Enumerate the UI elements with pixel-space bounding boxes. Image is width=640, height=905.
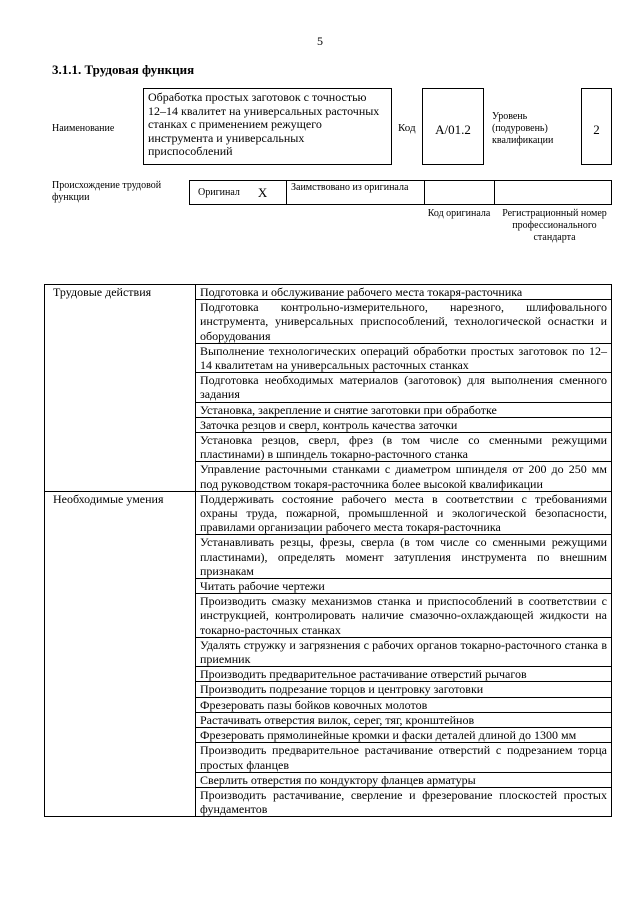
item-cell: Установка, закрепление и снятие заготовки при обработке (196, 402, 612, 417)
item-cell: Читать рабочие чертежи (196, 579, 612, 594)
item-cell: Устанавливать резцы, фрезы, сверла (в том числе со сменными режущими пластинами), определять момент затупления инструмента по внешним признакам (196, 535, 612, 579)
original-code-caption: Код оригинала (427, 208, 491, 219)
item-cell: Подготовка контрольно-измерительного, нарезного, шлифовального инструмента, универсальных приспособлений, технологической оснастки и оборудования (196, 300, 612, 344)
level-value: 2 (581, 88, 612, 165)
section-title: 3.1.1. Трудовая функция (52, 62, 195, 77)
category-cell: Трудовые действия (45, 285, 196, 492)
item-cell: Производить предварительное растачивание отверстий с подрезанием торца простых фланцев (196, 743, 612, 772)
page-number: 5 (317, 34, 323, 48)
function-details-table (44, 284, 612, 817)
table-row (45, 491, 612, 535)
item-cell: Фрезеровать прямолинейные кромки и фаски деталей длиной до 1300 мм (196, 728, 612, 743)
item-cell: Производить смазку механизмов станка и приспособлений в соответствии с инструкцией, контролировать наличие смазочно-охлаждающей жидкости на токарно-расточных станках (196, 594, 612, 638)
item-cell: Производить предварительное растачивание отверстий рычагов (196, 667, 612, 682)
registration-number-cell (495, 180, 612, 205)
item-cell: Выполнение технологических операций обработки простых заготовок по 12–14 квалитетам на универсальных расточных станках (196, 343, 612, 372)
registration-caption: Регистрационный номер профессионального стандарта (502, 208, 607, 243)
original-label: Оригинал (198, 187, 240, 198)
item-cell: Заточка резцов и сверл, контроль качества заточки (196, 417, 612, 432)
code-value: А/01.2 (422, 88, 484, 165)
item-cell: Подготовка необходимых материалов (заготовок) для выполнения сменного задания (196, 373, 612, 402)
table-row (45, 285, 612, 300)
original-code-cell (425, 180, 495, 205)
name-label: Наименование (52, 123, 115, 134)
original-cell (189, 180, 287, 205)
item-cell: Сверлить отверстия по кондуктору фланцев арматуры (196, 772, 612, 787)
borrowed-cell: Заимствовано из оригинала (287, 180, 425, 205)
item-cell: Удалять стружку и загрязнения с рабочих органов токарно-расточного станка в приемник (196, 637, 612, 666)
function-name-box: Обработка простых заготовок с точностью 12–14 квалитет на универсальных расточных станках с применением режущего инструмента и универсальных приспособлений (143, 88, 392, 165)
origin-row (189, 180, 612, 205)
item-cell: Подготовка и обслуживание рабочего места токаря-расточника (196, 285, 612, 300)
item-cell: Установка резцов, сверл, фрез (в том числе со сменными режущими пластинами) в шпиндель токарно-расточного станка (196, 433, 612, 462)
item-cell: Растачивать отверстия вилок, серег, тяг, кронштейнов (196, 712, 612, 727)
code-label: Код (398, 122, 416, 134)
original-mark: X (257, 185, 268, 200)
item-cell: Управление расточными станками с диаметром шпинделя от 200 до 250 мм под руководством токаря-расточника более высокой квалификации (196, 462, 612, 491)
item-cell: Фрезеровать пазы бойков ковочных молотов (196, 697, 612, 712)
level-label: Уровень (подуровень) квалификации (492, 111, 554, 146)
item-cell: Производить подрезание торцов и центровку заготовки (196, 682, 612, 697)
origin-label: Происхождение трудовой функции (52, 180, 162, 203)
category-cell: Необходимые умения (45, 491, 196, 816)
item-cell: Поддерживать состояние рабочего места в соответствии с требованиями охраны труда, пожарной, промышленной и экологической безопасности, правилами организации рабочего места токаря-расточника (196, 491, 612, 535)
item-cell: Производить растачивание, сверление и фрезерование плоскостей простых фундаментов (196, 787, 612, 816)
